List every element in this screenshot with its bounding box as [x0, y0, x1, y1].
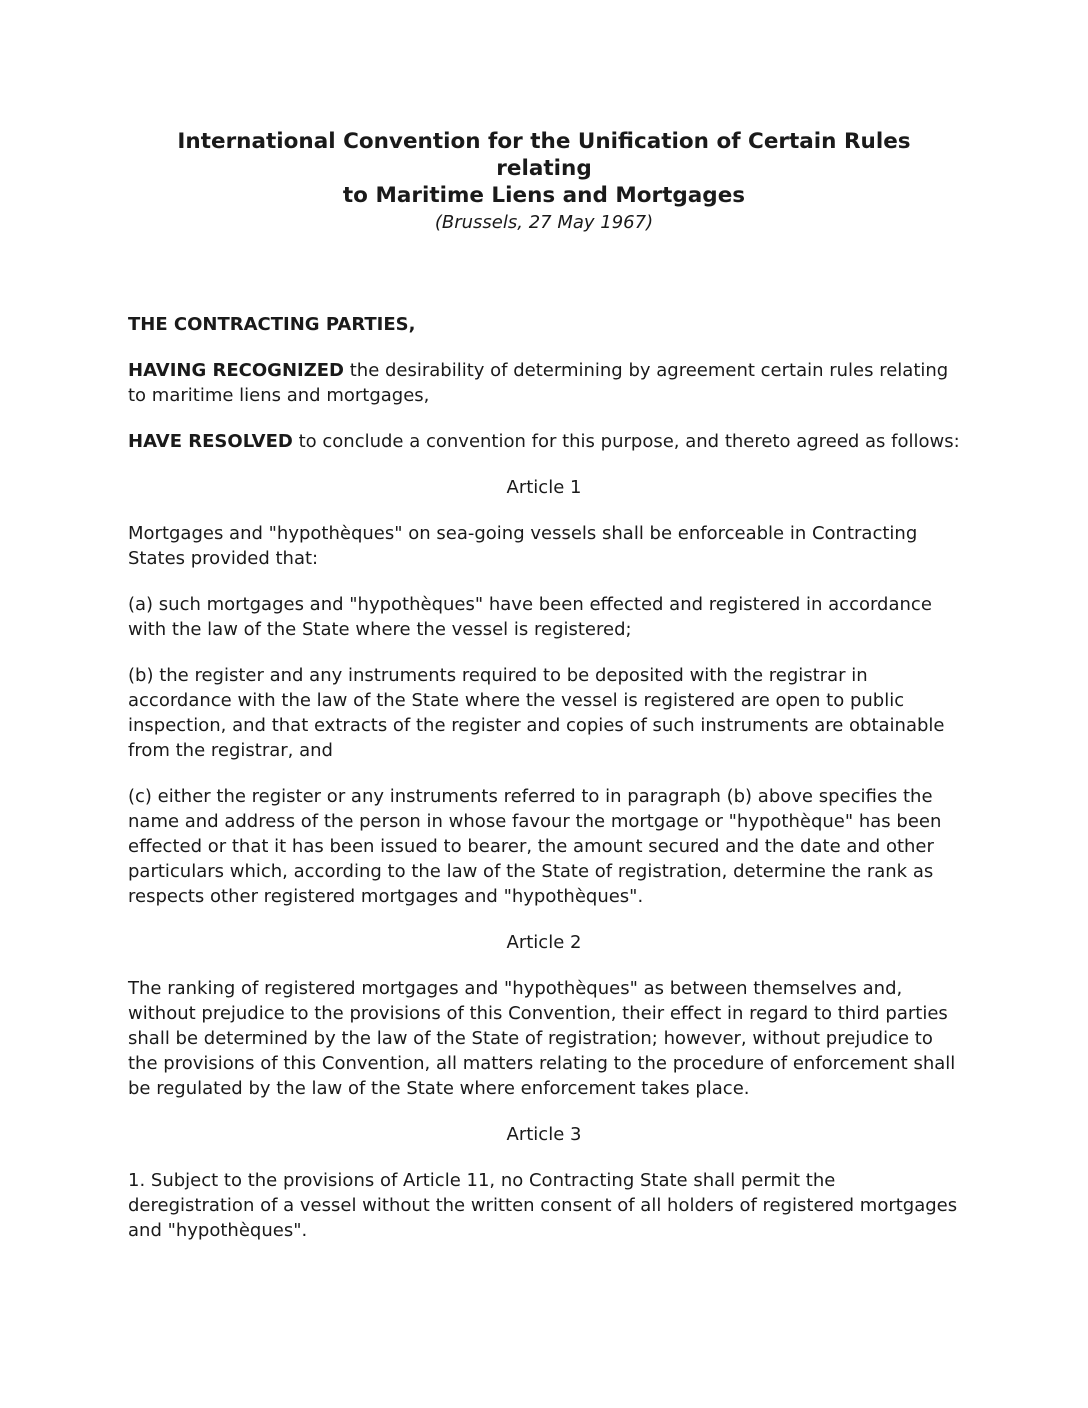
document-title — [128, 128, 960, 209]
article-1-intro: Mortgages and "hypothèques" on sea-going vessels shall be enforceable in Contracting States provided that: — [128, 523, 918, 569]
recognized-text: the desirability of determining by agreement certain rules relating to maritime liens and mortgages, — [128, 360, 949, 406]
preamble-recognized — [128, 358, 960, 408]
preamble-resolved — [128, 429, 960, 454]
article-1-paragraph-c: (c) either the register or any instruments referred to in paragraph (b) above specifies the name and address of the person in whose favour the mortgage or "hypothèque" has been effected or that it has been issued to bearer, the amount secured and the date and other particulars which, according to the law of the State of registration, determine the rank as respects other registered mortgages and "hypothèques". — [128, 786, 942, 907]
article-1-paragraph-a: (a) such mortgages and "hypothèques" have been effected and registered in accordance with the law of the State where the vessel is registered; — [128, 594, 932, 640]
document-subtitle: (Brussels, 27 May 1967) — [434, 212, 654, 233]
title-line-1: International Convention for the Unification of Certain Rules relating — [177, 129, 911, 181]
title-line-2: to Maritime Liens and Mortgages — [342, 183, 746, 208]
article-2-heading: Article 2 — [506, 932, 582, 953]
resolved-text: to conclude a convention for this purpose, and thereto agreed as follows: — [292, 431, 960, 452]
article-1-heading: Article 1 — [506, 477, 582, 498]
article-2-text: The ranking of registered mortgages and "hypothèques" as between themselves and, without prejudice to the provisions of this Convention, their effect in regard to third parties shall be determined by the law of the State of registration; however, without prejudice to the provisions of this Convention, all matters relating to the procedure of enforcement shall be regulated by the law of the State where enforcement takes place. — [128, 978, 956, 1099]
article-1-paragraph-b: (b) the register and any instruments required to be deposited with the registrar in accordance with the law of the State where the vessel is registered are open to public inspection, and that extracts of the register and copies of such instruments are obtainable from the registrar, and — [128, 665, 945, 761]
preamble-parties: THE CONTRACTING PARTIES, — [128, 314, 416, 335]
resolved-lead: HAVE RESOLVED — [128, 431, 293, 452]
article-3-heading: Article 3 — [506, 1124, 582, 1145]
recognized-lead: HAVING RECOGNIZED — [128, 360, 344, 381]
article-3-paragraph-1: 1. Subject to the provisions of Article 11, no Contracting State shall permit the deregistration of a vessel without the written consent of all holders of registered mortgages and "hypothèques". — [128, 1170, 958, 1241]
